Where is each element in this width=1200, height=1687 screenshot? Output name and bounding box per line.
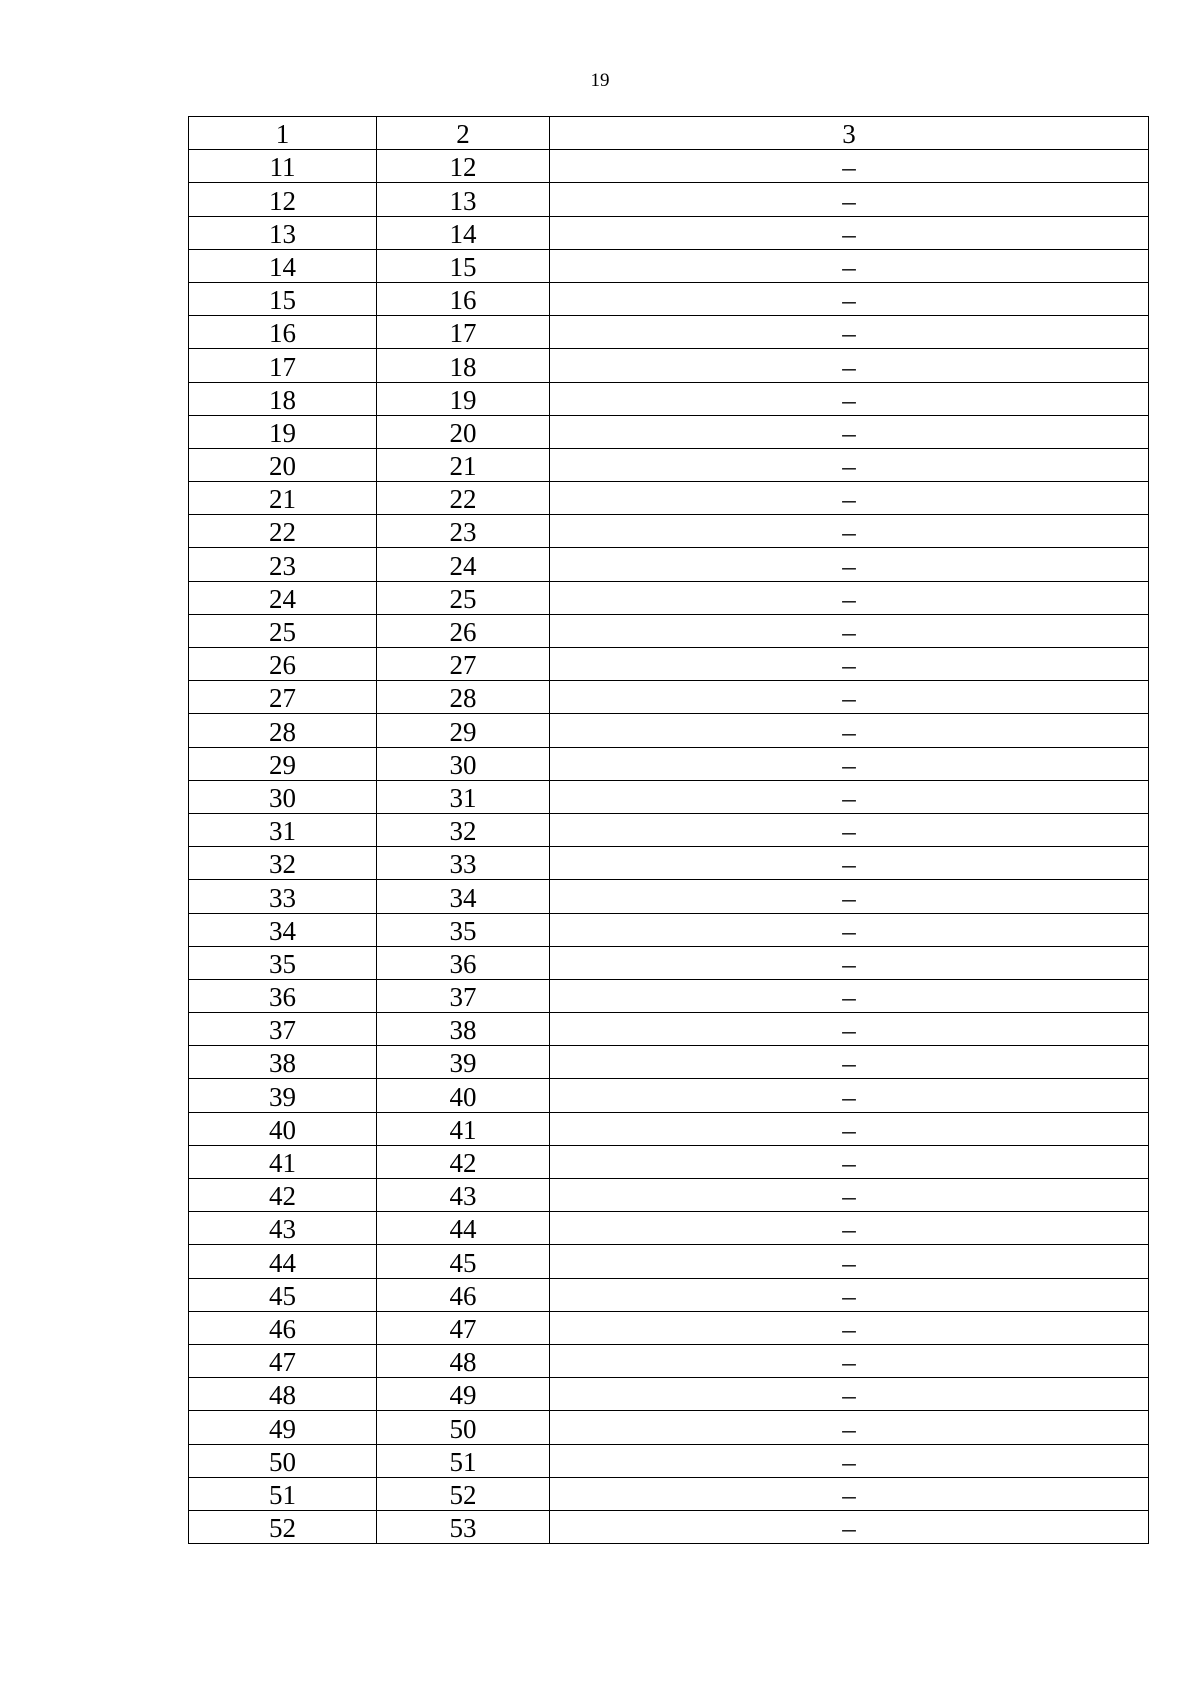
table-cell: 47 (189, 1344, 377, 1377)
table-cell: 43 (377, 1179, 550, 1212)
table-cell: 15 (377, 249, 550, 282)
table-cell: 26 (189, 648, 377, 681)
table-row (189, 249, 1149, 282)
table-row (189, 614, 1149, 647)
table-cell: 38 (377, 1013, 550, 1046)
table-cell: 24 (189, 581, 377, 614)
table-row (189, 813, 1149, 846)
table-cell: – (550, 913, 1149, 946)
table-cell: 44 (377, 1212, 550, 1245)
table-cell: – (550, 1378, 1149, 1411)
table-cell: 33 (377, 847, 550, 880)
table-cell: – (550, 1411, 1149, 1444)
table-cell: 50 (189, 1444, 377, 1477)
table-row (189, 216, 1149, 249)
table-cell: 34 (377, 880, 550, 913)
table-cell: 35 (377, 913, 550, 946)
table-cell: 32 (189, 847, 377, 880)
table-cell: 39 (189, 1079, 377, 1112)
table-cell: 25 (189, 614, 377, 647)
table-cell: – (550, 1278, 1149, 1311)
table-cell: 12 (189, 183, 377, 216)
table-cell: 17 (377, 316, 550, 349)
table-row (189, 648, 1149, 681)
table-row (189, 714, 1149, 747)
table-cell: 45 (189, 1278, 377, 1311)
table-cell: 28 (377, 681, 550, 714)
table-cell: 48 (189, 1378, 377, 1411)
table-row (189, 747, 1149, 780)
table-cell: 13 (377, 183, 550, 216)
table-cell: 41 (377, 1112, 550, 1145)
table-cell: – (550, 282, 1149, 315)
table-cell: 43 (189, 1212, 377, 1245)
table-cell: – (550, 780, 1149, 813)
table-row (189, 1444, 1149, 1477)
table-cell: – (550, 216, 1149, 249)
table-cell: 44 (189, 1245, 377, 1278)
table-cell: 50 (377, 1411, 550, 1444)
page-number: 19 (590, 70, 610, 91)
table-cell: 26 (377, 614, 550, 647)
table-cell: 12 (377, 150, 550, 183)
table-cell: – (550, 1311, 1149, 1344)
table-cell: 18 (189, 382, 377, 415)
table-cell: 45 (377, 1245, 550, 1278)
table-cell: – (550, 681, 1149, 714)
table-cell: – (550, 614, 1149, 647)
table-row (189, 1079, 1149, 1112)
table-cell: – (550, 1477, 1149, 1510)
table-row (189, 448, 1149, 481)
table-row (189, 1212, 1149, 1245)
table-cell: – (550, 648, 1149, 681)
table-cell: 33 (189, 880, 377, 913)
table-cell: – (550, 813, 1149, 846)
table-cell: – (550, 316, 1149, 349)
table-row (189, 681, 1149, 714)
table-cell: – (550, 747, 1149, 780)
table-row (189, 150, 1149, 183)
table-row (189, 946, 1149, 979)
table-cell: 23 (377, 515, 550, 548)
table-cell: 16 (377, 282, 550, 315)
table-row (189, 1344, 1149, 1377)
table-cell: 35 (189, 946, 377, 979)
table-cell: 42 (189, 1179, 377, 1212)
table-row (189, 548, 1149, 581)
table-cell: 15 (189, 282, 377, 315)
table-cell: 16 (189, 316, 377, 349)
table-body (189, 117, 1149, 1544)
table-cell: 21 (377, 448, 550, 481)
table-row (189, 1245, 1149, 1278)
table-cell: – (550, 1112, 1149, 1145)
table-row (189, 979, 1149, 1012)
table-cell: 19 (377, 382, 550, 415)
table-row (189, 1013, 1149, 1046)
table-cell: – (550, 979, 1149, 1012)
table-cell: 31 (377, 780, 550, 813)
table-cell: 36 (189, 979, 377, 1012)
table-row (189, 581, 1149, 614)
table-cell: – (550, 1179, 1149, 1212)
table-cell: – (550, 448, 1149, 481)
table-cell: – (550, 183, 1149, 216)
table-cell: 52 (189, 1510, 377, 1543)
table-cell: 49 (189, 1411, 377, 1444)
table-cell: 31 (189, 813, 377, 846)
table-cell: 40 (189, 1112, 377, 1145)
table-cell: 23 (189, 548, 377, 581)
table-cell: 30 (189, 780, 377, 813)
table-cell: 25 (377, 581, 550, 614)
table-cell: 40 (377, 1079, 550, 1112)
table-cell: 51 (377, 1444, 550, 1477)
table-cell: 39 (377, 1046, 550, 1079)
table-cell: 17 (189, 349, 377, 382)
table-row (189, 847, 1149, 880)
table-row (189, 1378, 1149, 1411)
table-cell: – (550, 515, 1149, 548)
table-row (189, 1145, 1149, 1178)
table-cell: 46 (377, 1278, 550, 1311)
table-cell: 14 (377, 216, 550, 249)
table-cell: – (550, 548, 1149, 581)
table-cell: 20 (189, 448, 377, 481)
table-cell: 41 (189, 1145, 377, 1178)
table-cell: – (550, 581, 1149, 614)
table-row (189, 1311, 1149, 1344)
table-cell: 42 (377, 1145, 550, 1178)
table-cell: 49 (377, 1378, 550, 1411)
table-cell: 46 (189, 1311, 377, 1344)
table-cell: 38 (189, 1046, 377, 1079)
table-cell: 27 (189, 681, 377, 714)
table-cell: – (550, 482, 1149, 515)
table-cell: 29 (377, 714, 550, 747)
table-cell: 11 (189, 150, 377, 183)
table-cell: 28 (189, 714, 377, 747)
table-row (189, 415, 1149, 448)
table-cell: 13 (189, 216, 377, 249)
table-cell: – (550, 880, 1149, 913)
table-cell: 30 (377, 747, 550, 780)
table-cell: 18 (377, 349, 550, 382)
table-row (189, 1112, 1149, 1145)
table-row (189, 183, 1149, 216)
table-cell: – (550, 1145, 1149, 1178)
table-cell: 27 (377, 648, 550, 681)
table-cell: – (550, 415, 1149, 448)
table-cell: 21 (189, 482, 377, 515)
column-header: 1 (189, 117, 377, 150)
table-cell: – (550, 1510, 1149, 1543)
table-cell: 34 (189, 913, 377, 946)
table-row (189, 1179, 1149, 1212)
table-row (189, 780, 1149, 813)
table-cell: – (550, 1046, 1149, 1079)
table-row (189, 482, 1149, 515)
table-cell: – (550, 1079, 1149, 1112)
table-cell: 19 (189, 415, 377, 448)
table-cell: – (550, 382, 1149, 415)
table-cell: – (550, 1344, 1149, 1377)
table-cell: 52 (377, 1477, 550, 1510)
table-cell: – (550, 349, 1149, 382)
table-row (189, 1510, 1149, 1543)
table-row (189, 1278, 1149, 1311)
data-table (188, 116, 1149, 1544)
table-header-row (189, 117, 1149, 150)
table-cell: 37 (189, 1013, 377, 1046)
table-row (189, 382, 1149, 415)
column-header: 3 (550, 117, 1149, 150)
table-cell: 22 (377, 482, 550, 515)
table-row (189, 515, 1149, 548)
table-cell: 29 (189, 747, 377, 780)
table-row (189, 1411, 1149, 1444)
table-row (189, 349, 1149, 382)
table-row (189, 913, 1149, 946)
column-header: 2 (377, 117, 550, 150)
table-cell: – (550, 1212, 1149, 1245)
table-cell: – (550, 1013, 1149, 1046)
table-cell: – (550, 714, 1149, 747)
table-cell: 20 (377, 415, 550, 448)
table-cell: – (550, 1245, 1149, 1278)
table-cell: 47 (377, 1311, 550, 1344)
table-row (189, 282, 1149, 315)
table-cell: – (550, 946, 1149, 979)
table-cell: 32 (377, 813, 550, 846)
table-row (189, 1046, 1149, 1079)
table-cell: 53 (377, 1510, 550, 1543)
table-cell: – (550, 150, 1149, 183)
table-cell: 51 (189, 1477, 377, 1510)
table-cell: 24 (377, 548, 550, 581)
table-cell: – (550, 1444, 1149, 1477)
table-cell: – (550, 249, 1149, 282)
table-cell: – (550, 847, 1149, 880)
table-cell: 48 (377, 1344, 550, 1377)
table-cell: 22 (189, 515, 377, 548)
table-row (189, 880, 1149, 913)
table-row (189, 316, 1149, 349)
table-cell: 37 (377, 979, 550, 1012)
table-row (189, 1477, 1149, 1510)
table-cell: 14 (189, 249, 377, 282)
table-cell: 36 (377, 946, 550, 979)
